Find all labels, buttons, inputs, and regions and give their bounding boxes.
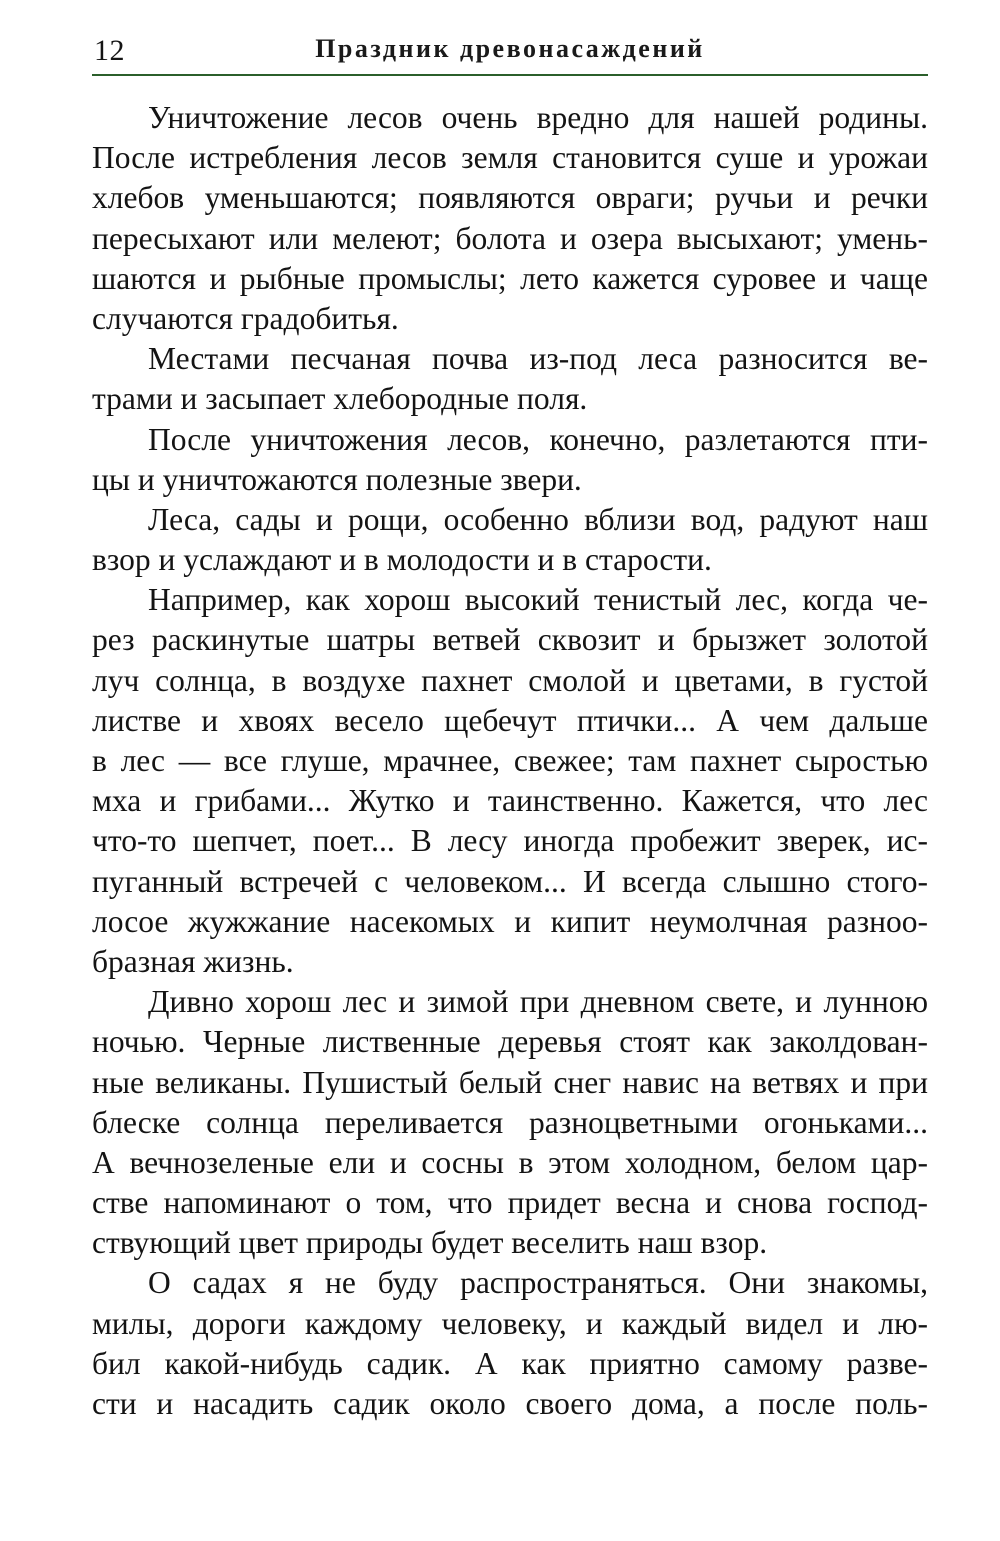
text-line: сти и насадить садик около своего дома, а после поль- — [92, 1386, 928, 1421]
text-line: ночью. Черные лиственные деревья стоят как заколдован- — [92, 1024, 928, 1060]
text-line: Дивно хорош лес и зимой при дневном свете, и лунною — [148, 984, 928, 1020]
paragraph — [92, 580, 928, 982]
text-line: листве и хвоях весело щебечут птички... А чем дальше — [92, 702, 928, 738]
text-line: лосое жужжание насекомых и кипит неумолчная разноо- — [92, 903, 928, 939]
text-line: хлебов уменьшаются; появляются овраги; ручьи и речки — [92, 180, 928, 216]
text-line: цы и уничтожаются полезные звери. — [92, 461, 582, 497]
body-text — [92, 98, 928, 1424]
text-line: пересыхают или мелеют; болота и озера высыхают; умень- — [92, 220, 928, 256]
running-head — [92, 30, 928, 70]
paragraph — [92, 339, 928, 419]
text-line: блеске солнца переливается разноцветными огоньками... — [92, 1104, 928, 1140]
text-line: что-то шепчет, поет... В лесу иногда пробежит зверек, ис- — [92, 823, 928, 859]
text-line: стве напоминают о том, что придет весна и снова господ- — [92, 1185, 928, 1221]
text-line: ные великаны. Пушистый белый снег навис на ветвях и при — [92, 1064, 928, 1100]
text-line: трами и засыпает хлебородные поля. — [92, 381, 588, 417]
text-line: О садах я не буду распространяться. Они знакомы, — [148, 1265, 928, 1301]
paragraph — [92, 982, 928, 1263]
text-line: в лес — все глуше, мрачнее, свежее; там пахнет сыростью — [92, 743, 928, 778]
text-line: бразная жизнь. — [92, 943, 294, 979]
text-line: пуганный встречей с человеком... И всегда слышно стого- — [92, 863, 928, 899]
paragraph — [92, 420, 928, 500]
text-line: взор и услаждают и в молодости и в старости. — [92, 542, 712, 578]
header-title: Праздник древонасаждений — [315, 34, 705, 63]
text-line: Местами песчаная почва из-под леса разносится ве- — [148, 341, 928, 377]
text-line: А вечнозеленые ели и сосны в этом холодном, белом цар- — [92, 1144, 928, 1180]
text-line: бил какой-нибудь садик. А как приятно самому разве- — [92, 1345, 928, 1381]
text-line: После истребления лесов земля становится суше и урожаи — [92, 140, 928, 176]
text-line: Уничтожение лесов очень вредно для нашей родины. — [148, 100, 928, 135]
text-line: милы, дороги каждому человеку, и каждый видел и лю- — [92, 1305, 928, 1341]
text-line: случаются градобитья. — [92, 300, 399, 336]
text-line: ствующий цвет природы будет веселить наш взор. — [92, 1225, 768, 1261]
text-line: мха и грибами... Жутко и таинственно. Кажется, что лес — [92, 783, 928, 819]
paragraph — [92, 1263, 928, 1424]
paragraph — [92, 98, 928, 339]
header-rule — [92, 74, 928, 76]
text-line: Например, как хорош высокий тенистый лес, когда че- — [148, 582, 928, 618]
text-line: рез раскинутые шатры ветвей сквозит и брызжет золотой — [92, 622, 928, 658]
text-line: луч солнца, в воздухе пахнет смолой и цветами, в густой — [92, 662, 928, 698]
page-number: 12 — [94, 34, 125, 67]
text-line: шаются и рыбные промыслы; лето кажется суровее и чаще — [92, 260, 928, 296]
paragraph — [92, 500, 928, 580]
text-line: После уничтожения лесов, конечно, разлетаются пти- — [148, 421, 928, 457]
text-line: Леса, сады и рощи, особенно вблизи вод, радуют наш — [148, 501, 928, 537]
